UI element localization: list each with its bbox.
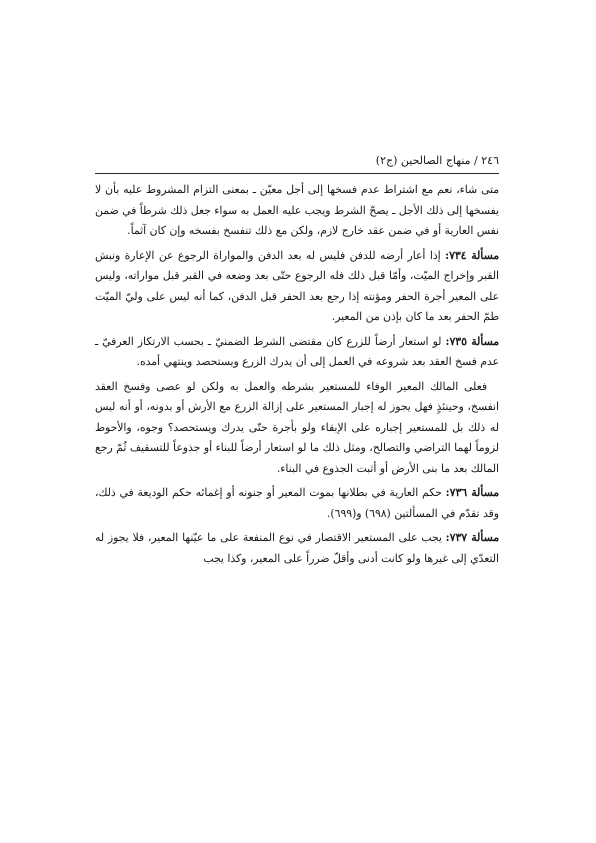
paragraph-text: يجب على المستعير الاقتصار في نوع المنفعة على ما عيّنها المعير، فلا يجوز له التعدّي إلى غيرها ولو كانت أدنى وأقلّ ضرراً على المعير، وكذا يجب bbox=[95, 531, 499, 565]
issue-heading: مسألة ٧٣٤: bbox=[445, 248, 499, 262]
header-divider bbox=[95, 173, 499, 174]
paragraph-text: متى شاء، نعم مع اشتراط عدم فسخها إلى أجل معيّن ـ بمعنى التزام المشروط عليه بأن لا يفسخها إلى ذلك الأجل ـ يصحّ الشرط ويجب عليه العمل به سواء جعل ذلك شرطاً في ضمن نفس العارية أو في ضمن عقد خارج لازم، ولكن مع ذلك تنفسخ بفسخه وإن كان آثماً. bbox=[95, 183, 499, 237]
paragraph-text: فعلى المالك المعير الوفاء للمستعير بشرطه والعمل به ولكن لو عصى وفسخ العقد انفسخ، وحينئذٍ فهل يجوز له إجبار المستعير على إزالة الزرع مع الأرش أو بدونه، أو أنه ليس له ذلك بل للمستعير إجباره على الإبقاء ولو بأجرة حتّى يدرك ويستحصد؟ وجوه، والأحوط لزوماً لهما التراضي والتصالح، ومثل ذلك ما لو استعار أرضاً للبناء أو جذوعاً للتسقيف ثُمّ رجع المالك بعد ما بنى الأرض أو أثبت الجذوع في البناء. bbox=[95, 379, 499, 475]
paragraph bbox=[95, 332, 499, 373]
paragraph bbox=[95, 180, 499, 242]
paragraph-text: حكم العارية في بطلانها بموت المعير أو جنونه أو إغمائه حكم الوديعة في ذلك، وقد تقدّم في المسألتين (٦٩٨) و(٦٩٩). bbox=[95, 486, 499, 520]
page-body bbox=[95, 180, 499, 573]
paragraph bbox=[95, 528, 499, 569]
paragraph bbox=[95, 246, 499, 328]
paragraph bbox=[95, 377, 499, 480]
paragraph-text: لو استعار أرضاً للزرع كان مقتضى الشرط الضمنيّ ـ بحسب الارتكاز العرفيّ ـ عدم فسخ العقد بعد شروعه في العمل إلى أن يدرك الزرع ويستحصد وينتهي أمده. bbox=[95, 334, 499, 368]
issue-heading: مسألة ٧٣٧: bbox=[445, 531, 499, 544]
issue-heading: مسألة ٧٣٥: bbox=[445, 334, 499, 348]
paragraph bbox=[95, 483, 499, 524]
running-header: ٢٤٦ / منهاج الصالحين (ج٢) bbox=[375, 154, 499, 167]
paragraph-text: إذا أعار أرضه للدفن فليس له بعد الدفن والمواراة الرجوع عن الإعارة ونبش القبر وإخراج الميّت، وأمّا قبل ذلك فله الرجوع حتّى بعد وضعه في القبر قبل مواراته، وليس على المعير أجرة الحفر ومؤنته إذا رجع بعد الحفر قبل الدفن، كما أنه ليس على وليّ الميّت طمّ الحفر بعد ما كان بإذن من المعير. bbox=[95, 248, 499, 323]
issue-heading: مسألة ٧٣٦: bbox=[445, 486, 499, 499]
